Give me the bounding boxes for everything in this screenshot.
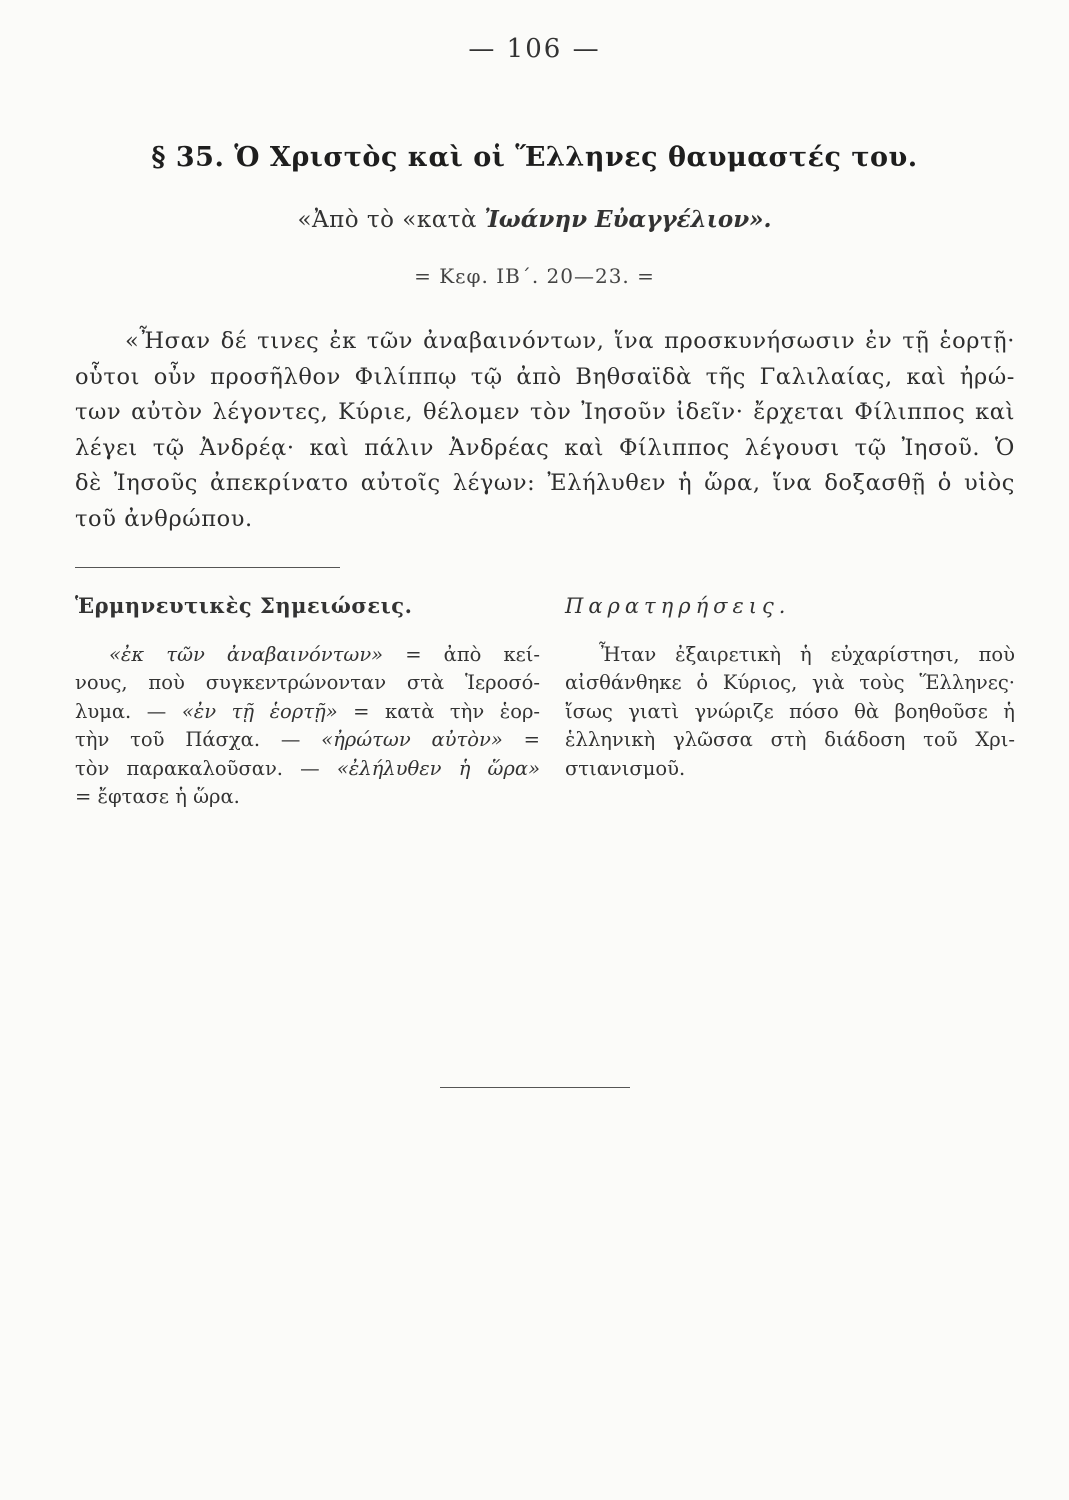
note-line (75, 726, 540, 755)
passage-line: λέγει τῷ Ἀνδρέᾳ· καὶ πάλιν Ἀνδρέας καὶ Φίλιππος λέγουσι τῷ Ἰησοῦ. Ὁ (75, 434, 1015, 461)
note-gloss: = (502, 728, 541, 751)
note-line (75, 698, 540, 727)
remark-line: ἴσως γιατὶ γνώριζε πόσο θὰ βοηθοῦσε ἡ (565, 699, 1015, 723)
chapter-reference: = Κεφ. ΙΒ΄. 20—23. = (414, 264, 655, 288)
note-line (75, 755, 540, 784)
note-line (75, 641, 540, 670)
passage-line: οὗτοι οὖν προσῆλθον Φιλίππῳ τῷ ἀπὸ Βηθσαϊδὰ τῆς Γαλιλαίας, καὶ ἠρώ- (75, 363, 1015, 390)
note-gloss: λυμα. — (75, 699, 182, 723)
interpretive-notes (75, 592, 540, 812)
notes-heading: Ἑρμηνευτικὲς Σημειώσεις. (75, 593, 413, 618)
remark-line: στιανισμοῦ. (565, 756, 686, 780)
page-number: — 106 — (468, 34, 601, 64)
passage-line: των αὐτὸν λέγοντες, Κύριε, θέλομεν τὸν Ἰησοῦν ἰδεῖν· ἔρχεται Φίλιππος καὶ (75, 399, 1015, 425)
end-divider (440, 1087, 630, 1088)
note-term: «ἐν τῇ ἑορτῇ» (181, 699, 338, 723)
note-gloss: τὴν τοῦ Πάσχα. — (75, 728, 322, 751)
note-term: «ἠρώτων αὐτὸν» (321, 728, 503, 751)
section-divider (75, 567, 340, 568)
section-title: § 35. Ὁ Χριστὸς καὶ οἱ Ἕλληνες θαυμαστές του. (151, 142, 918, 173)
note-line: = ἔφτασε ἡ ὥρα. (75, 785, 240, 808)
remark-line: Ἦταν ἐξαιρετικὴ ἡ εὐχαρίστησι, ποὺ (599, 642, 1015, 666)
source-gospel-title: Ἰωάνην Εὐαγγέλιον». (484, 206, 772, 233)
note-term: «ἐλήλυθεν ἡ ὥρα» (336, 756, 540, 780)
source-prefix: «Ἀπὸ τὸ «κατὰ (297, 207, 478, 233)
passage-line: «Ἦσαν δέ τινες ἐκ τῶν ἀναβαινόντων, ἵνα προσκυνήσωσιν ἐν τῇ ἑορτῇ· (125, 328, 1015, 354)
scripture-passage (75, 324, 1015, 537)
passage-line: δὲ Ἰησοῦς ἀπεκρίνατο αὐτοῖς λέγων: Ἐλήλυθεν ἡ ὥρα, ἵνα δοξασθῇ ὁ υἱὸς (75, 470, 1015, 496)
note-line: νους, ποὺ συγκεντρώνονταν στὰ Ἱεροσό- (75, 671, 540, 694)
passage-line: τοῦ ἀνθρώπου. (75, 505, 253, 532)
remark-line: αἰσθάνθηκε ὁ Κύριος, γιὰ τοὺς Ἕλληνες· (565, 671, 1015, 694)
note-gloss: = κατὰ τὴν ἑορ- (337, 699, 540, 723)
remark-line: ἑλληνικὴ γλῶσσα στὴ διάδοση τοῦ Χρι- (565, 728, 1015, 751)
remarks (565, 592, 1015, 783)
remarks-heading: Παρατηρήσεις. (565, 594, 791, 618)
source-reference (0, 206, 1069, 233)
note-term: «ἐκ τῶν ἀναβαινόντων» (109, 642, 384, 666)
note-gloss: τὸν παρακαλοῦσαν. — (75, 756, 337, 780)
note-gloss: = ἀπὸ κεί- (383, 642, 540, 666)
